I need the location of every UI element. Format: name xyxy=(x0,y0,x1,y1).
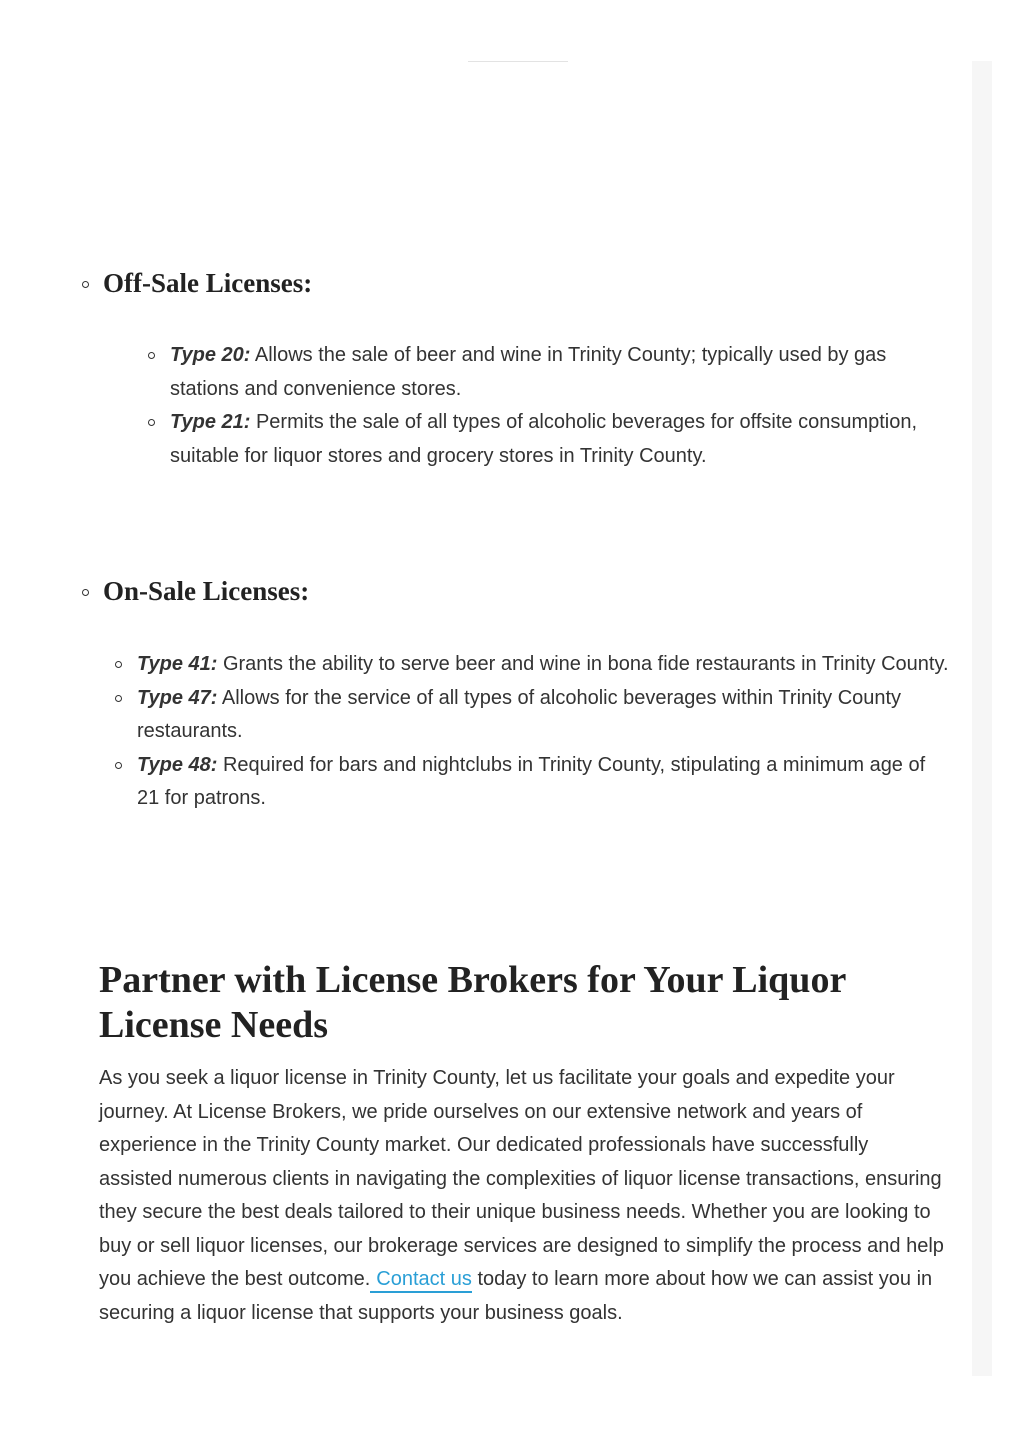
license-type-term: Type 21: xyxy=(170,411,251,433)
list-item xyxy=(137,749,952,816)
license-type-term: Type 20: xyxy=(170,344,251,366)
on-sale-heading-label: On-Sale Licenses: xyxy=(103,576,310,606)
list-item xyxy=(170,406,950,473)
license-type-description: Grants the ability to serve beer and wine in bona fide restaurants in Trinity County. xyxy=(217,653,949,675)
circle-bullet-icon xyxy=(115,762,122,769)
license-type-description: Allows the sale of beer and wine in Trinity County; typically used by gas stations and convenience stores. xyxy=(170,344,887,400)
license-type-term: Type 41: xyxy=(137,653,218,675)
circle-bullet-icon xyxy=(115,661,122,668)
off-sale-list xyxy=(170,339,950,473)
top-divider xyxy=(468,61,568,62)
on-sale-heading xyxy=(82,576,309,607)
list-item xyxy=(137,648,952,682)
circle-bullet-icon xyxy=(148,352,155,359)
license-type-description: Required for bars and nightclubs in Trinity County, stipulating a minimum age of 21 for patrons. xyxy=(137,753,926,809)
off-sale-heading xyxy=(82,268,312,299)
license-type-description: Allows for the service of all types of alcoholic beverages within Trinity County restaurants. xyxy=(137,686,902,742)
off-sale-heading-label: Off-Sale Licenses: xyxy=(103,268,313,298)
list-item xyxy=(170,339,950,406)
list-item xyxy=(137,682,952,749)
body-text-continued: today to learn more about how we can assist you in securing a liquor license that supports your business goals. xyxy=(99,1268,933,1324)
sidebar-strip xyxy=(972,61,992,1376)
on-sale-list xyxy=(137,648,952,816)
body-text: As you seek a liquor license in Trinity County, let us facilitate your goals and expedite your journey. At License Brokers, we pride ourselves on our extensive network and years of experience in the Trinity County market. Our dedicated professionals have successfully assisted numerous clients in navigating the complexities of liquor license transactions, ensuring they secure the best deals tailored to their unique business needs. Whether you are looking to buy or sell liquor licenses, our brokerage services are designed to simplify the process and help you achieve the best outcome. xyxy=(99,1067,944,1290)
section-body xyxy=(99,1062,944,1330)
license-type-term: Type 48: xyxy=(137,753,218,776)
section-title: Partner with License Brokers for Your Liquor License Needs xyxy=(99,959,846,1046)
circle-bullet-icon xyxy=(82,281,89,288)
license-type-term: Type 47: xyxy=(137,686,218,709)
contact-us-link[interactable]: Contact us xyxy=(370,1268,472,1293)
license-type-description: Permits the sale of all types of alcoholic beverages for offsite consumption, suitable for liquor stores and grocery stores in Trinity County. xyxy=(170,411,918,467)
circle-bullet-icon xyxy=(82,589,89,596)
circle-bullet-icon xyxy=(115,695,122,702)
circle-bullet-icon xyxy=(148,419,155,426)
